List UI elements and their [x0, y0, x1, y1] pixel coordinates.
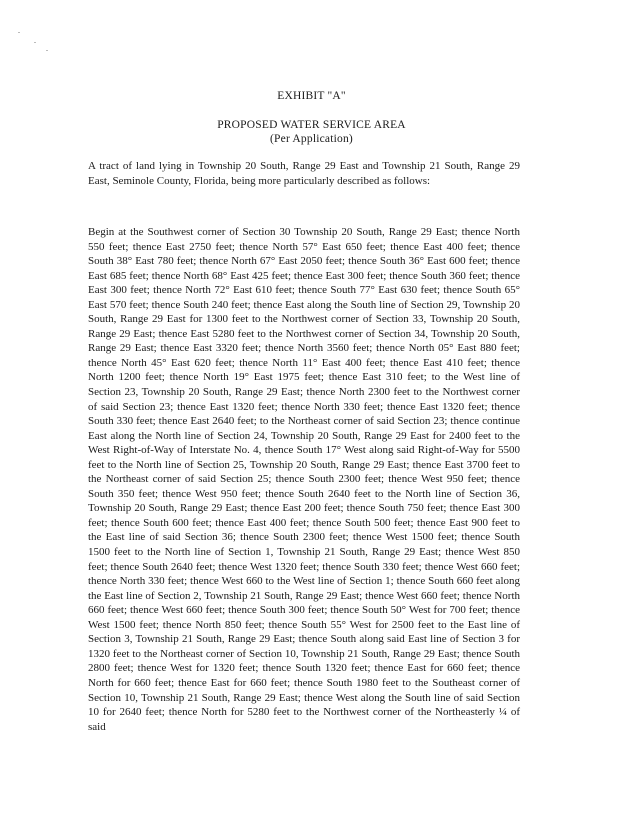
scan-specks — [16, 28, 56, 58]
scan-speck — [46, 50, 48, 51]
intro-paragraph: A tract of land lying in Township 20 South, Range 29 East and Township 21 South, Range 29 East, Seminole County, Florida, being more particularly described as follows: — [88, 160, 520, 187]
exhibit-heading: EXHIBIT "A" — [277, 90, 346, 102]
scan-speck — [34, 42, 36, 43]
service-area-title: PROPOSED WATER SERVICE AREA — [217, 119, 406, 131]
subtitle: (Per Application) — [270, 133, 353, 145]
legal-description-paragraph: Begin at the Southwest corner of Section 30 Township 20 South, Range 29 East; thence North 550 feet; thence East 2750 feet; thence North 57° East 650 feet; thence East 400 feet; thence South 38° East 780 feet; thence North 67° East 2050 feet; thence South 36° East 600 feet; thence East 685 feet; thence North 68° East 425 feet; thence East 300 feet; thence South 360 feet; thence East 300 feet; thence North 72° East 610 feet; thence South 77° East 630 feet; thence South 65° East 570 feet; thence South 240 feet; thence East along the South line of Section 29, Township 20 South, Range 29 East for 1300 feet to the Northwest corner of Section 33, Township 20 South, Range 29 East; thence East 5280 feet to the Northwest corner of Section 34, Township 20 South, Range 29 East; thence East 3320 feet; thence North 3560 feet; thence North 05° East 880 feet; thence North 45° East 620 feet; thence North 11° East 400 feet; thence East 410 feet; thence North 1200 feet; thence North 19° East 1975 feet; thence East 310 feet; to the West line of Section 23, Township 20 South, Range 29 East; thence North 2300 feet to the Northwest corner of said Section 23; thence East 1320 feet; thence North 330 feet; thence East 1320 feet; thence South 330 feet; thence East 2640 feet; to the Northeast corner of said Section 23; thence continue East along the North line of Section 24, Township 20 South, Range 29 East for 2400 feet to the West Right-of-Way of Interstate No. 4, thence South 17° West along said Right-of-Way for 5500 feet to the North line of Section 25, Township 20 South, Range 29 East; thence East 3700 feet to the Northeast corner of said Section 25; thence South 2300 feet; thence West 950 feet; thence South 350 feet; thence West 950 feet; thence South 2640 feet to the North line of Section 36, Township 20 South, Range 29 East; thence East 200 feet; thence South 750 feet; thence East 300 feet; thence South 600 feet; thence East 400 feet; thence South 500 feet; thence East 900 feet to the East line of said Section 36; thence South 2300 feet; thence West 1500 feet; thence South 1500 feet to the North line of Section 1, Township 21 South, Range 29 East; thence West 850 feet; thence South 2640 feet; thence West 1320 feet; thence South 330 feet; thence West 660 feet; thence North 330 feet; thence West 660 to the West line of Section 1; thence South 660 feet along the East line of Section 2, Township 21 South, Range 29 East; thence West 660 feet; thence North 660 feet; thence West 660 feet; thence South 300 feet; thence South 50° West for 700 feet; thence West 1500 feet; thence North 850 feet; thence South 55° West for 2500 feet to the East line of Section 3, Township 21 South, Range 29 East; thence South along said East line of Section 3 for 1320 feet to the Northeast corner of Section 10, Township 21 South, Range 29 East; thence South 2800 feet; thence West for 1320 feet; thence South 1320 feet; thence East for 660 feet; thence North for 660 feet; thence East for 660 feet; thence South 1980 feet to the Southeast corner of Section 10, Township 21 South, Range 29 East; thence West along the South line of said Section 10 for 2640 feet; thence North for 5280 feet to the Northwest corner of the Northeasterly ¼ of said — [88, 226, 520, 733]
scan-speck — [18, 32, 20, 33]
